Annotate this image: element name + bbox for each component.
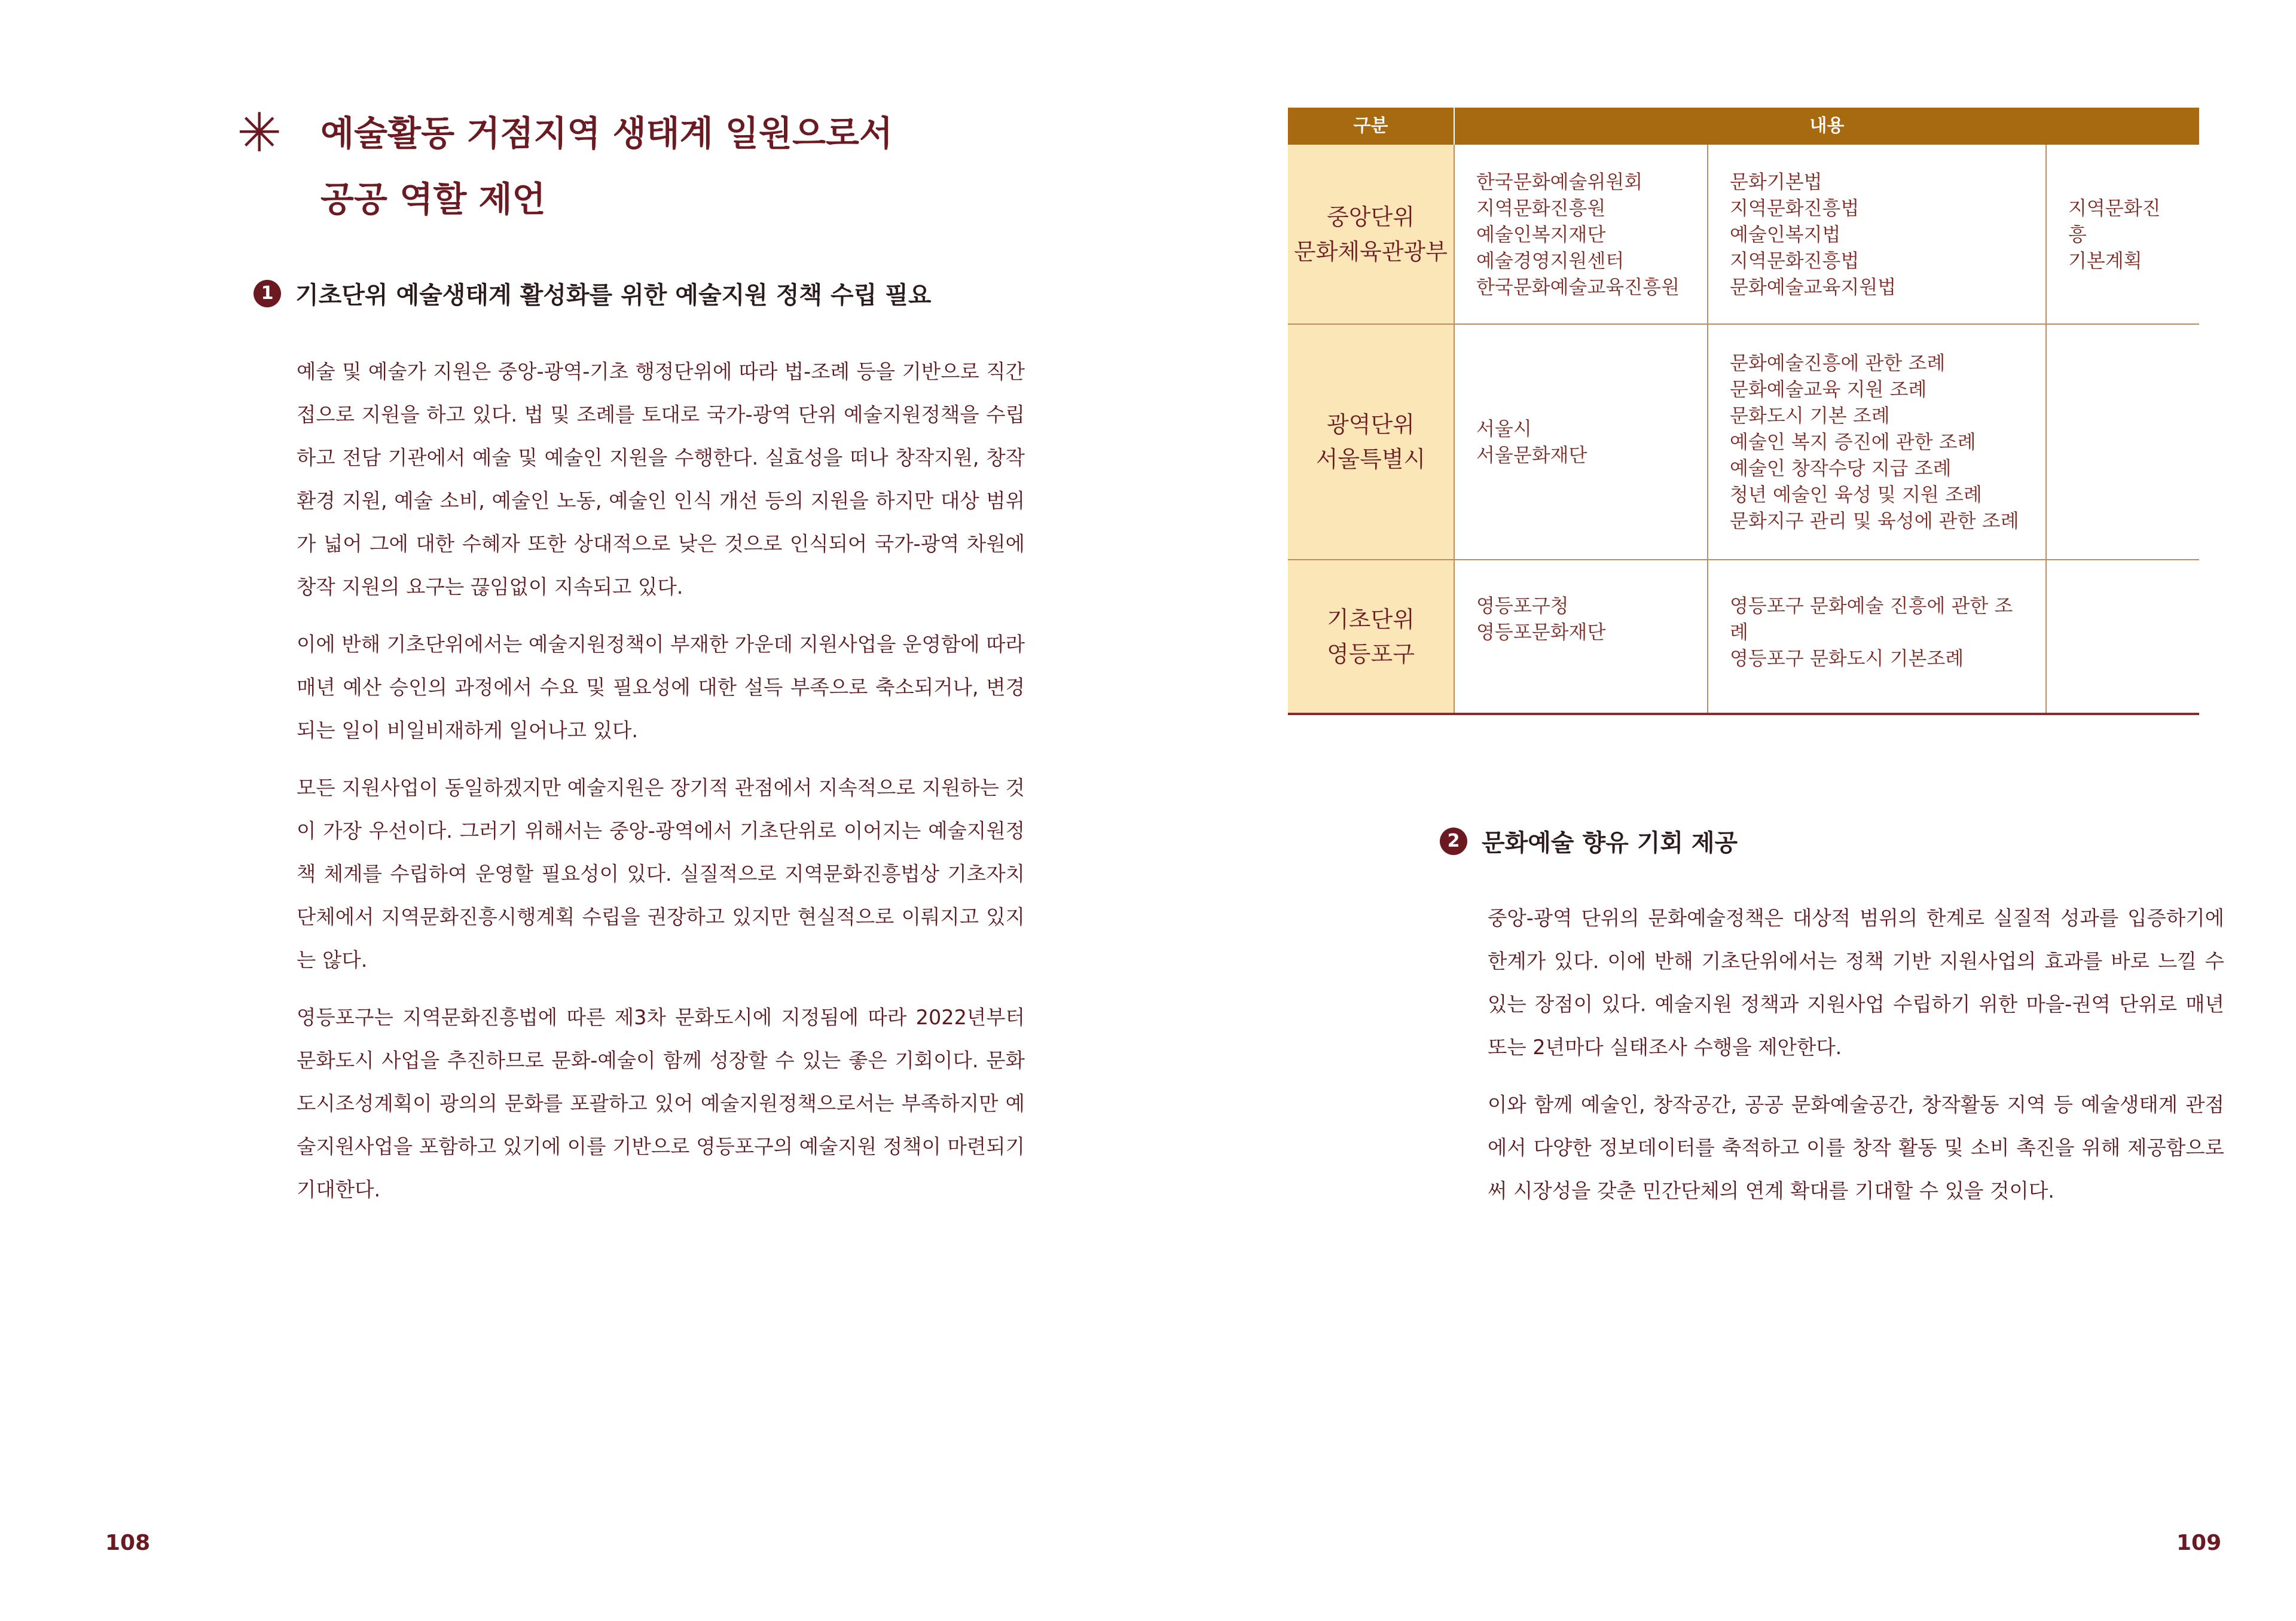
paragraph: 이에 반해 기초단위에서는 예술지원정책이 부재한 가운데 지원사업을 운영함에 따라 매년 예산 승인의 과정에서 수요 및 필요성에 대한 설득 부족으로 축소되거나, 변경되는 일이 비일비재하게 일어나고 있다.	[297, 633, 1025, 742]
title-line-2: 공공 역할 제언	[320, 179, 546, 219]
page-number: 109	[2176, 1531, 2222, 1555]
paragraph: 이와 함께 예술인, 창작공간, 공공 문화예술공간, 창작활동 지역 등 예술생태계 관점에서 다양한 정보데이터를 축적하고 이를 창작 활동 및 소비 촉진을 위해 제공함으로써 시장성을 갖춘 민간단체의 연계 확대를 기대할 수 있을 것이다.	[1488, 1093, 2224, 1202]
header-content: 내용	[1454, 108, 2199, 145]
row-category: 광역단위 서울특별시	[1288, 324, 1454, 560]
row-orgs: 한국문화예술위원회 지역문화진흥원 예술인복지재단 예술경영지원센터 한국문화예술교육진흥원	[1454, 145, 1708, 324]
row-category: 기초단위 영등포구	[1288, 560, 1454, 714]
row-category: 중앙단위 문화체육관광부	[1288, 145, 1454, 324]
page-title	[320, 100, 893, 232]
page-number: 108	[105, 1531, 151, 1555]
section-1-title: 기초단위 예술생태계 활성화를 위한 예술지원 정책 수립 필요	[295, 282, 932, 309]
row-orgs: 서울시 서울문화재단	[1454, 324, 1708, 560]
section-1-body	[297, 350, 1025, 1226]
table-header-row	[1288, 108, 2199, 145]
row-plans: 지역문화진흥 기본계획	[2046, 145, 2199, 324]
paragraph: 중앙-광역 단위의 문화예술정책은 대상적 범위의 한계로 실질적 성과를 입증하기에 한계가 있다. 이에 반해 기초단위에서는 정책 기반 지원사업의 효과를 바로 느낄 수 있는 장점이 있다. 예술지원 정책과 지원사업 수립하기 위한 마을-권역 단위로 매년 또는 2년마다 실태조사 수행을 제안한다.	[1488, 906, 2224, 1059]
row-laws: 문화예술진흥에 관한 조례 문화예술교육 지원 조례 문화도시 기본 조례 예술인 복지 증진에 관한 조례 예술인 창작수당 지급 조례 청년 예술인 육성 및 지원 조례 문화지구 관리 및 육성에 관한 조례	[1708, 324, 2046, 560]
section-2-title: 문화예술 향유 기회 제공	[1482, 829, 1738, 857]
section-number-badge: 1	[254, 280, 281, 307]
row-laws: 영등포구 문화예술 진흥에 관한 조례 영등포구 문화도시 기본조례	[1708, 560, 2046, 714]
header-category: 구분	[1288, 108, 1454, 145]
title-line-1: 예술활동 거점지역 생태계 일원으로서	[320, 113, 893, 154]
row-orgs: 영등포구청 영등포문화재단	[1454, 560, 1708, 714]
paragraph: 영등포구는 지역문화진흥법에 따른 제3차 문화도시에 지정됨에 따라 2022년부터 문화도시 사업을 추진하므로 문화-예술이 함께 성장할 수 있는 좋은 기회이다. 문화도시조성계획이 광의의 문화를 포괄하고 있어 예술지원정책으로서는 부족하지만 예술지원사업을 포함하고 있기에 이를 기반으로 영등포구의 예술지원 정책이 마련되기 기대한다.	[297, 1006, 1025, 1201]
section-2-heading	[1440, 824, 1738, 858]
table-row	[1288, 145, 2199, 324]
paragraph: 모든 지원사업이 동일하겠지만 예술지원은 장기적 관점에서 지속적으로 지원하는 것이 가장 우선이다. 그러기 위해서는 중앙-광역에서 기초단위로 이어지는 예술지원정책 체계를 수립하여 운영할 필요성이 있다. 실질적으로 지역문화진흥법상 기초자치단체에서 지역문화진흥시행계획 수립을 권장하고 있지만 현실적으로 이뤄지고 있지는 않다.	[297, 776, 1025, 972]
asterisk-icon: ✳	[237, 102, 282, 164]
row-laws: 문화기본법 지역문화진흥법 예술인복지법 지역문화진흥법 문화예술교육지원법	[1708, 145, 2046, 324]
section-1-heading	[254, 276, 931, 310]
legal-framework-table	[1288, 108, 2199, 715]
row-plans	[2046, 560, 2199, 714]
table-row	[1288, 560, 2199, 714]
row-plans	[2046, 324, 2199, 560]
paragraph: 예술 및 예술가 지원은 중앙-광역-기초 행정단위에 따라 법-조례 등을 기반으로 직간접으로 지원을 하고 있다. 법 및 조례를 토대로 국가-광역 단위 예술지원정책을 수립하고 전담 기관에서 예술 및 예술인 지원을 수행한다. 실효성을 떠나 창작지원, 창작 환경 지원, 예술 소비, 예술인 노동, 예술인 인식 개선 등의 지원을 하지만 대상 범위가 넓어 그에 대한 수혜자 또한 상대적으로 낮은 것으로 인식되어 국가-광역 차원에 창작 지원의 요구는 끊임없이 지속되고 있다.	[297, 360, 1025, 599]
table-row	[1288, 324, 2199, 560]
section-number-badge: 2	[1440, 828, 1467, 855]
section-2-body	[1488, 897, 2224, 1227]
